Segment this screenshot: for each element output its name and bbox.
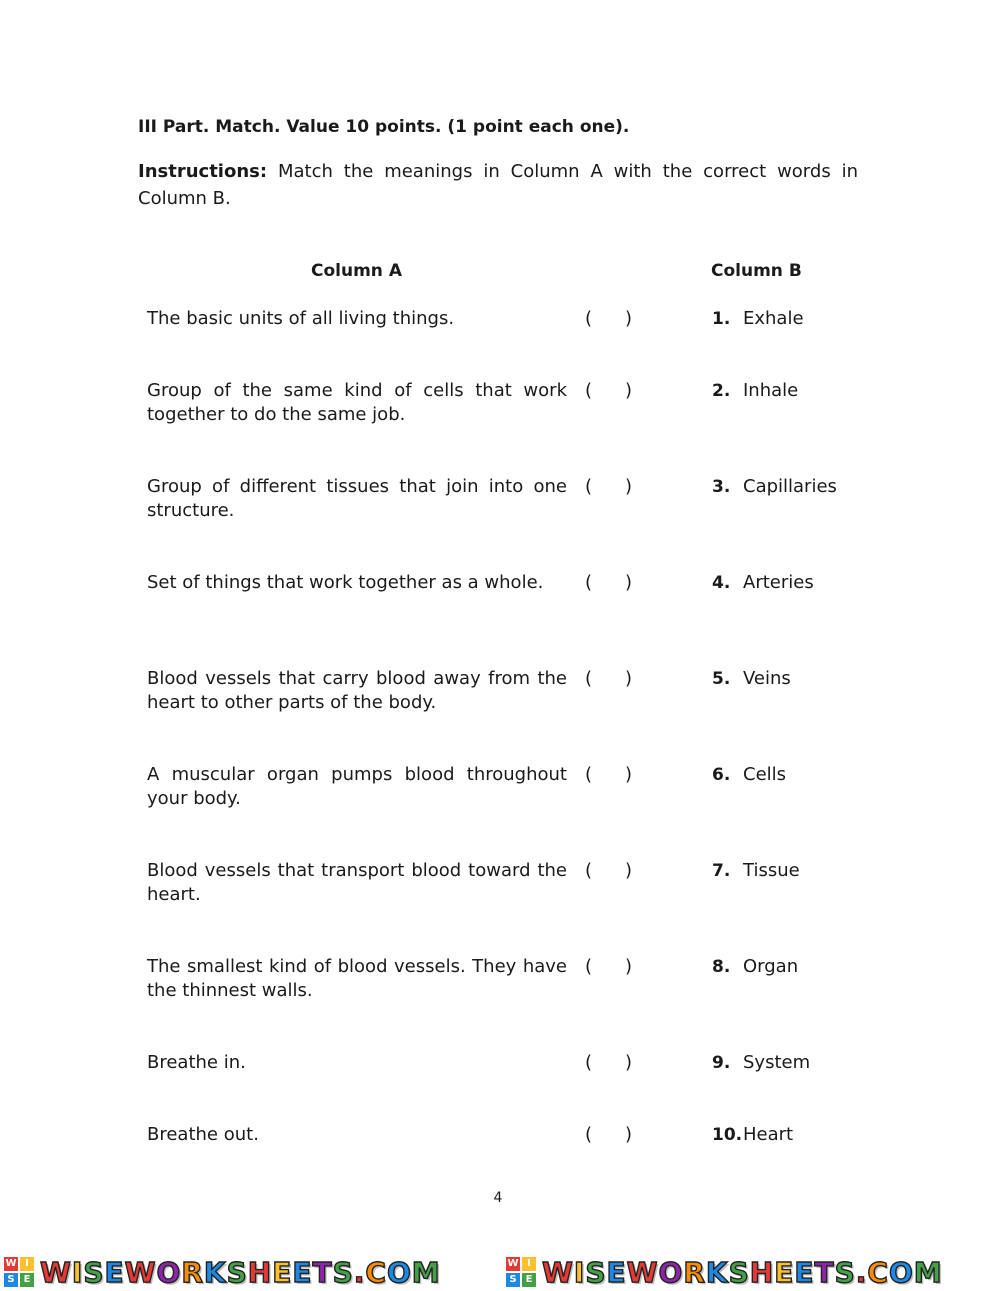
word-number: 5. (712, 669, 731, 689)
answer-blank[interactable] (594, 475, 622, 499)
meaning-text: The smallest kind of blood vessels. They have the thinnest walls. (147, 956, 567, 1001)
brand-watermark[interactable] (4, 1253, 441, 1291)
brand-letter: O (658, 1255, 684, 1289)
word-number: 8. (712, 957, 731, 977)
brand-letter: I (573, 1255, 586, 1289)
word-number: 9. (712, 1053, 731, 1073)
answer-paren-open: ( (585, 380, 593, 401)
logo-tile: S (4, 1273, 18, 1287)
footer-banner (0, 1253, 1000, 1291)
meaning-text: Breathe out. (147, 1124, 259, 1145)
word-option: Capillaries (743, 476, 837, 497)
brand-letter: S (332, 1255, 354, 1289)
part-title: III Part. Match. Value 10 points. (1 point each one). (138, 117, 630, 137)
word-option: Cells (743, 764, 787, 785)
brand-letter: M (411, 1255, 441, 1289)
brand-letter: K (203, 1255, 227, 1289)
meaning-text: Blood vessels that carry blood away from the heart to other parts of the body. (147, 668, 567, 713)
answer-blank[interactable] (594, 955, 622, 979)
column-b-header: Column B (711, 261, 802, 281)
answer-paren-open: ( (585, 1052, 593, 1073)
answer-blank[interactable] (594, 379, 622, 403)
word-number: 7. (712, 861, 731, 881)
answer-paren-open: ( (585, 956, 593, 977)
brand-letter: O (156, 1255, 182, 1289)
brand-letter: S (585, 1255, 607, 1289)
answer-paren-close: ) (625, 380, 633, 401)
brand-letter: O (386, 1255, 412, 1289)
brand-letter: E (774, 1255, 795, 1289)
brand-letter: E (794, 1255, 815, 1289)
page-number: 4 (493, 1190, 503, 1206)
match-row (0, 475, 1000, 535)
match-row (0, 667, 1000, 727)
answer-blank[interactable] (594, 859, 622, 883)
answer-paren-close: ) (625, 1052, 633, 1073)
brand-logo-icon (4, 1257, 34, 1287)
instructions-label: Instructions: (138, 161, 268, 182)
brand-letter: I (71, 1255, 84, 1289)
logo-tile: W (507, 1258, 519, 1269)
brand-letter: E (292, 1255, 313, 1289)
word-number: 10. (712, 1125, 743, 1145)
brand-text (542, 1256, 943, 1289)
logo-tile: E (522, 1273, 536, 1287)
meaning-text: Group of different tissues that join into one structure. (147, 476, 567, 521)
logo-tile: I (522, 1257, 536, 1271)
instructions-text: Match the meanings in Column A with the correct words in Column B. (138, 161, 858, 209)
brand-letter: H (749, 1255, 775, 1289)
brand-letter: H (247, 1255, 273, 1289)
brand-letter: W (124, 1255, 157, 1289)
column-a-header: Column A (311, 261, 402, 281)
word-number: 4. (712, 573, 731, 593)
word-option: Veins (743, 668, 791, 689)
logo-tile: E (20, 1273, 34, 1287)
brand-letter: T (312, 1255, 333, 1289)
word-option: System (743, 1052, 811, 1073)
word-option: Arteries (743, 572, 814, 593)
meaning-text: The basic units of all living things. (147, 308, 455, 329)
word-option: Organ (743, 956, 799, 977)
brand-watermark[interactable] (506, 1253, 943, 1291)
match-row (0, 307, 1000, 367)
meaning-text: Breathe in. (147, 1052, 246, 1073)
instructions (138, 158, 858, 212)
match-row (0, 763, 1000, 823)
brand-letter: W (542, 1255, 574, 1289)
match-row (0, 955, 1000, 1015)
brand-letter: S (226, 1255, 248, 1289)
match-row (0, 379, 1000, 439)
answer-paren-close: ) (625, 860, 633, 881)
answer-paren-close: ) (625, 308, 633, 329)
meaning-text: A muscular organ pumps blood throughout your body. (147, 764, 567, 809)
word-option: Tissue (743, 860, 800, 881)
brand-letter: W (40, 1255, 72, 1289)
brand-letter: W (626, 1255, 659, 1289)
word-number: 1. (712, 309, 731, 329)
brand-letter: E (606, 1255, 627, 1289)
answer-blank[interactable] (594, 1123, 622, 1147)
brand-letter: S (834, 1255, 856, 1289)
answer-paren-open: ( (585, 476, 593, 497)
word-number: 2. (712, 381, 731, 401)
brand-letter: M (913, 1255, 943, 1289)
answer-paren-open: ( (585, 860, 593, 881)
brand-letter: O (888, 1255, 914, 1289)
brand-letter: R (683, 1255, 706, 1289)
answer-blank[interactable] (594, 571, 622, 595)
answer-paren-open: ( (585, 572, 593, 593)
word-option: Exhale (743, 308, 804, 329)
match-row (0, 1123, 1000, 1183)
match-row (0, 859, 1000, 919)
meaning-text: Set of things that work together as a whole. (147, 572, 544, 593)
answer-blank[interactable] (594, 307, 622, 331)
answer-blank[interactable] (594, 763, 622, 787)
answer-paren-close: ) (625, 668, 633, 689)
answer-paren-close: ) (625, 764, 633, 785)
brand-letter: C (867, 1255, 889, 1289)
brand-letter: . (353, 1255, 366, 1289)
logo-tile: S (506, 1273, 520, 1287)
answer-paren-open: ( (585, 764, 593, 785)
brand-letter: S (728, 1255, 750, 1289)
brand-letter: E (104, 1255, 125, 1289)
answer-paren-close: ) (625, 1124, 633, 1145)
brand-letter: K (705, 1255, 729, 1289)
meaning-text: Blood vessels that transport blood toward the heart. (147, 860, 567, 905)
word-number: 6. (712, 765, 731, 785)
word-number: 3. (712, 477, 731, 497)
answer-paren-open: ( (585, 1124, 593, 1145)
word-option: Heart (743, 1124, 794, 1145)
logo-tile: I (20, 1257, 34, 1271)
brand-letter: . (855, 1255, 868, 1289)
brand-letter: R (181, 1255, 204, 1289)
answer-paren-open: ( (585, 668, 593, 689)
brand-letter: E (272, 1255, 293, 1289)
word-option: Inhale (743, 380, 799, 401)
brand-letter: T (814, 1255, 835, 1289)
brand-letter: S (83, 1255, 105, 1289)
brand-text (40, 1256, 441, 1289)
brand-letter: C (365, 1255, 387, 1289)
answer-paren-close: ) (625, 956, 633, 977)
match-row (0, 1051, 1000, 1111)
brand-logo-icon (506, 1257, 536, 1287)
answer-paren-close: ) (625, 476, 633, 497)
answer-blank[interactable] (594, 667, 622, 691)
match-row (0, 571, 1000, 631)
meaning-text: Group of the same kind of cells that work together to do the same job. (147, 380, 567, 425)
logo-tile: W (5, 1258, 17, 1269)
answer-paren-open: ( (585, 308, 593, 329)
answer-paren-close: ) (625, 572, 633, 593)
answer-blank[interactable] (594, 1051, 622, 1075)
